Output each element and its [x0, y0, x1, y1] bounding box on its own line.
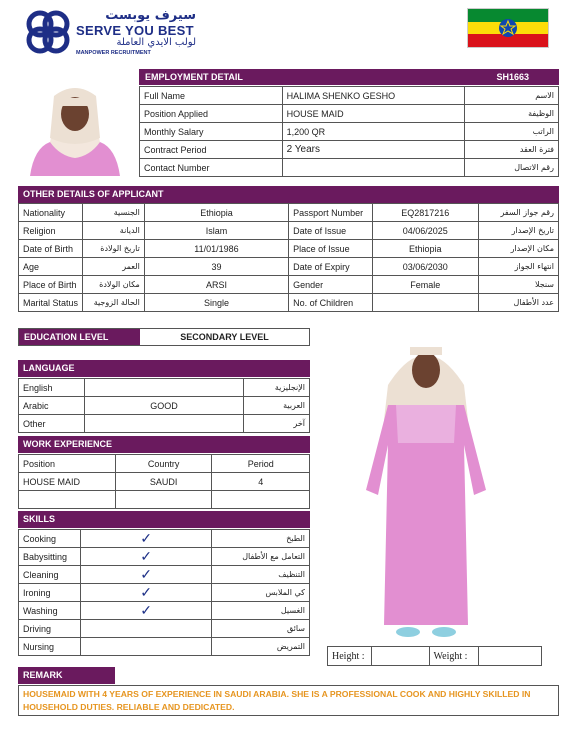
- table-row: [19, 397, 310, 415]
- skill-name-arabic: التمريض: [212, 638, 310, 656]
- brand-arabic-sub: لولب الايدي العاملة: [116, 37, 196, 48]
- field-label-arabic: الاسم: [465, 87, 559, 105]
- field-label: Passport Number: [289, 204, 373, 222]
- field-value: 03/06/2030: [372, 258, 478, 276]
- field-label-arabic: عدد الأطفال: [478, 294, 559, 312]
- skill-name-arabic: الغسيل: [212, 602, 310, 620]
- language-level: GOOD: [84, 397, 243, 415]
- employment-detail-table: [139, 86, 559, 177]
- table-row: [19, 530, 310, 548]
- table-row: [140, 141, 559, 159]
- work-country: [115, 491, 212, 509]
- field-value: HOUSE MAID: [282, 105, 465, 123]
- language-name-arabic: آخر: [244, 415, 310, 433]
- table-row: [19, 620, 310, 638]
- table-row: [19, 584, 310, 602]
- applicant-portrait-photo: [20, 78, 130, 176]
- brand-arabic-name: سيرف يوبست: [105, 8, 196, 23]
- skill-name: Cooking: [19, 530, 81, 548]
- weight-label: Weight :: [429, 647, 479, 666]
- skill-name-arabic: التنظيف: [212, 566, 310, 584]
- column-header: Position: [19, 455, 116, 473]
- applicant-code: SH1663: [496, 72, 529, 82]
- table-row: [19, 415, 310, 433]
- table-header-row: [19, 455, 310, 473]
- table-row: [19, 473, 310, 491]
- ethiopia-flag-icon: [467, 8, 549, 48]
- work-position: HOUSE MAID: [19, 473, 116, 491]
- work-experience-table: [18, 454, 310, 509]
- table-row: [19, 240, 559, 258]
- field-label-arabic: مكان الولادة: [83, 276, 145, 294]
- language-name: Arabic: [19, 397, 85, 415]
- table-row: [19, 491, 310, 509]
- skill-check-cell: [80, 584, 211, 602]
- work-experience-header: WORK EXPERIENCE: [18, 436, 310, 453]
- checkmark-icon: ✓: [140, 529, 152, 546]
- field-value: 04/06/2025: [372, 222, 478, 240]
- table-row: [19, 602, 310, 620]
- language-name: Other: [19, 415, 85, 433]
- field-label: Marital Status: [19, 294, 83, 312]
- skill-name-arabic: التعامل مع الأطفال: [212, 548, 310, 566]
- table-row: [328, 647, 542, 666]
- field-label: Position Applied: [140, 105, 283, 123]
- table-row: [140, 105, 559, 123]
- checkmark-icon: ✓: [140, 583, 152, 600]
- brand-english-sub: MANPOWER RECRUITMENT: [76, 50, 151, 56]
- column-header: Country: [115, 455, 212, 473]
- height-label: Height :: [328, 647, 372, 666]
- work-position: [19, 491, 116, 509]
- field-value: EQ2817216: [372, 204, 478, 222]
- skill-name-arabic: كي الملابس: [212, 584, 310, 602]
- weight-value: [479, 647, 542, 666]
- employment-detail-header: [139, 69, 559, 85]
- field-value: Ethiopia: [372, 240, 478, 258]
- language-level: [84, 415, 243, 433]
- table-row: [19, 294, 559, 312]
- skill-name-arabic: سائق: [212, 620, 310, 638]
- table-row: [140, 123, 559, 141]
- field-label: Place of Issue: [289, 240, 373, 258]
- skill-check-cell: [80, 548, 211, 566]
- field-label: Contact Number: [140, 159, 283, 177]
- skill-name: Nursing: [19, 638, 81, 656]
- field-value: [282, 159, 465, 177]
- education-level-value: SECONDARY LEVEL: [180, 332, 269, 342]
- table-row: [19, 222, 559, 240]
- field-label: Religion: [19, 222, 83, 240]
- skill-check-cell: [80, 638, 211, 656]
- work-country: SAUDI: [115, 473, 212, 491]
- table-row: [19, 379, 310, 397]
- checkmark-icon: ✓: [140, 601, 152, 618]
- language-name-arabic: العربية: [244, 397, 310, 415]
- language-name-arabic: الإنجليزية: [244, 379, 310, 397]
- brand-english-name: SERVE YOU BEST: [76, 23, 194, 38]
- field-value: 2 Years: [282, 141, 465, 159]
- skills-header: SKILLS: [18, 511, 310, 528]
- field-label-arabic: الراتب: [465, 123, 559, 141]
- field-label-arabic: العمر: [83, 258, 145, 276]
- field-value: 11/01/1986: [144, 240, 288, 258]
- field-label-arabic: تاريخ الولادة: [83, 240, 145, 258]
- field-label-arabic: تاريخ الإصدار: [478, 222, 559, 240]
- field-label-arabic: الوظيفة: [465, 105, 559, 123]
- skill-name: Driving: [19, 620, 81, 638]
- field-label-arabic: مكان الإصدار: [478, 240, 559, 258]
- work-period: 4: [212, 473, 310, 491]
- table-row: [19, 548, 310, 566]
- height-value: [371, 647, 429, 666]
- skill-name: Washing: [19, 602, 81, 620]
- field-value: ARSI: [144, 276, 288, 294]
- field-label-arabic: انتهاء الجواز: [478, 258, 559, 276]
- table-row: [19, 204, 559, 222]
- field-label-arabic: الديانة: [83, 222, 145, 240]
- skill-name: Ironing: [19, 584, 81, 602]
- field-label: Nationality: [19, 204, 83, 222]
- education-level: [18, 328, 310, 346]
- logo-emblem-icon: [22, 8, 74, 56]
- skill-check-cell: [80, 530, 211, 548]
- checkmark-icon: ✓: [140, 547, 152, 564]
- skill-name: Cleaning: [19, 566, 81, 584]
- language-level: [84, 379, 243, 397]
- field-value: [372, 294, 478, 312]
- field-value: 39: [144, 258, 288, 276]
- field-label: Age: [19, 258, 83, 276]
- field-label: No. of Children: [289, 294, 373, 312]
- education-level-label: EDUCATION LEVEL: [19, 329, 140, 345]
- field-label-arabic: رقم الاتصال: [465, 159, 559, 177]
- field-label: Gender: [289, 276, 373, 294]
- field-label: Full Name: [140, 87, 283, 105]
- field-label: Monthly Salary: [140, 123, 283, 141]
- skill-name-arabic: الطبخ: [212, 530, 310, 548]
- field-label-arabic: رقم جواز السفر: [478, 204, 559, 222]
- height-weight-table: [327, 646, 542, 666]
- other-details-table: [18, 203, 559, 312]
- language-header: LANGUAGE: [18, 360, 310, 377]
- field-label: Date of Expiry: [289, 258, 373, 276]
- field-label: Date of Issue: [289, 222, 373, 240]
- remark-header: REMARK: [18, 667, 115, 684]
- table-row: [140, 87, 559, 105]
- skill-check-cell: [80, 566, 211, 584]
- field-value: Islam: [144, 222, 288, 240]
- table-row: [140, 159, 559, 177]
- table-row: [19, 276, 559, 294]
- applicant-full-length-photo: [336, 325, 516, 640]
- field-label: Contract Period: [140, 141, 283, 159]
- field-label-arabic: الجنسية: [83, 204, 145, 222]
- checkmark-icon: ✓: [140, 565, 152, 582]
- skill-check-cell: [80, 620, 211, 638]
- table-row: [19, 258, 559, 276]
- field-label-arabic: سنجلا: [478, 276, 559, 294]
- column-header: Period: [212, 455, 310, 473]
- company-logo: [20, 8, 280, 58]
- skills-table: [18, 529, 310, 656]
- skill-name: Babysitting: [19, 548, 81, 566]
- field-value: 1,200 QR: [282, 123, 465, 141]
- language-name: English: [19, 379, 85, 397]
- other-details-header: OTHER DETAILS OF APPLICANT: [18, 186, 559, 203]
- field-value: Female: [372, 276, 478, 294]
- skill-check-cell: [80, 602, 211, 620]
- field-label: Date of Birth: [19, 240, 83, 258]
- work-period: [212, 491, 310, 509]
- table-row: [19, 638, 310, 656]
- language-table: [18, 378, 310, 433]
- remark-text: HOUSEMAID WITH 4 YEARS OF EXPERIENCE IN SAUDI ARABIA. SHE IS A PROFESSIONAL COOK AND HIGHLY SKILLED IN HOUSEHOLD DUTIES. RELIABLE AND DEDICATED.: [18, 685, 559, 716]
- field-value: Single: [144, 294, 288, 312]
- field-value: Ethiopia: [144, 204, 288, 222]
- field-label: Place of Birth: [19, 276, 83, 294]
- field-label-arabic: الحالة الزوجية: [83, 294, 145, 312]
- field-label-arabic: فترة العقد: [465, 141, 559, 159]
- table-row: [19, 566, 310, 584]
- employment-detail-title: EMPLOYMENT DETAIL: [145, 72, 243, 82]
- field-value: HALIMA SHENKO GESHO: [282, 87, 465, 105]
